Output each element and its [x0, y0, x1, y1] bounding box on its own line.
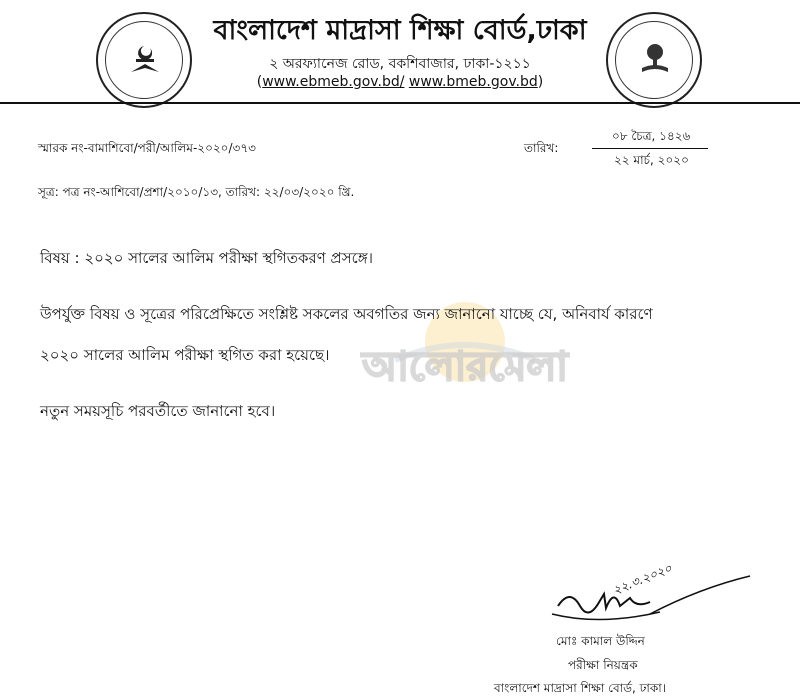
date-label: তারিখ: [524, 141, 559, 155]
subject-label: বিষয় [40, 249, 70, 267]
board-websites [0, 74, 800, 90]
paren-open: ( [256, 74, 263, 90]
date-bangla: ০৮ চৈত্র, ১৪২৬ [612, 129, 691, 143]
body-line-3: নতুন সময়সূচি পরবর্তীতে জানানো হবে। [40, 402, 276, 420]
handwritten-date: ২২.৩.২০২০ [610, 561, 674, 598]
paren-close: ) [537, 74, 544, 90]
subject-line [40, 241, 373, 275]
board-address: ২ অরফ্যানেজ রোড, বকশিবাজার, ঢাকা-১২১১ [269, 56, 531, 72]
signatory-name: মোঃ কামাল উদ্দিন [556, 634, 645, 648]
body-line-1: উপর্যুক্ত বিষয় ও সূত্রের পরিপ্রেক্ষিতে সংশ্লিষ্ট সকলের অবগতির জন্য জানানো যাচ্ছে যে, অনিবার্য কারণে [40, 305, 653, 323]
signatory-title: পরীক্ষা নিয়ন্ত্রক [568, 658, 638, 672]
board-name: বাংলাদেশ মাদ্রাসা শিক্ষা বোর্ড,ঢাকা [213, 15, 587, 46]
signatory-org: বাংলাদেশ মাদ্রাসা শিক্ষা বোর্ড, ঢাকা। [494, 681, 667, 695]
website-link-ebmeb[interactable]: www.ebmeb.gov.bd/ [262, 74, 405, 90]
source-reference: সূত্র: পত্র নং-আশিবো/প্রশা/২০১০/১৩, তারিখ: ২২/০৩/২০২০ খ্রি. [38, 185, 355, 199]
date-divider [592, 148, 708, 149]
header-divider [0, 102, 800, 104]
memo-ref-no: স্মারক নং-বামাশিবো/পরী/আলিম-২০২০/৩৭৩ [38, 141, 256, 155]
website-link-bmeb[interactable]: www.bmeb.gov.bd [408, 74, 538, 90]
watermark-text: আলোরমেলা [362, 344, 568, 390]
subject-text: : ২০২০ সালের আলিম পরীক্ষা স্থগিতকরণ প্রসঙ্গে। [74, 249, 374, 267]
date-gregorian: ২২ মার্চ, ২০২০ [614, 153, 689, 167]
body-line-2: ২০২০ সালের আলিম পরীক্ষা স্থগিত করা হয়েছে। [40, 346, 330, 364]
